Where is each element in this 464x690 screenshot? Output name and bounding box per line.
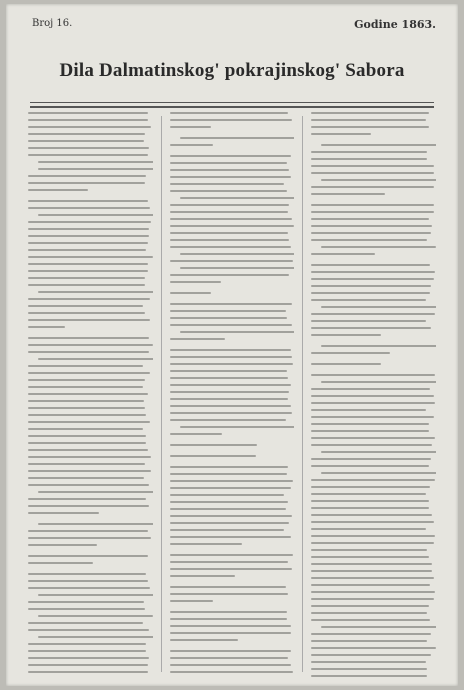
text-line — [28, 175, 146, 177]
text-line — [311, 612, 427, 614]
text-line — [311, 458, 431, 460]
text-line — [311, 374, 434, 376]
text-line — [321, 626, 436, 628]
text-line — [28, 470, 151, 472]
text-line — [170, 162, 287, 164]
text-line — [170, 292, 211, 294]
text-line — [311, 619, 429, 621]
text-line — [311, 172, 433, 174]
text-line — [170, 405, 291, 407]
text-line — [28, 512, 99, 514]
text-line — [311, 633, 431, 635]
text-line — [28, 555, 148, 557]
text-column-middle — [170, 112, 295, 678]
text-line — [170, 455, 256, 457]
text-line — [170, 632, 291, 634]
text-line — [170, 593, 288, 595]
page-title: Dila Dalmatinskog' pokrajinskog' Sabora — [59, 60, 405, 81]
text-line — [311, 112, 428, 114]
text-line — [170, 412, 292, 414]
text-line — [28, 400, 144, 402]
text-line — [170, 657, 288, 659]
text-line — [170, 515, 292, 517]
text-line — [28, 200, 148, 202]
text-line — [170, 618, 287, 620]
text-line — [311, 218, 428, 220]
text-line — [38, 491, 153, 493]
text-line — [170, 310, 286, 312]
text-line — [28, 544, 97, 546]
text-line — [170, 639, 239, 641]
text-line — [311, 577, 433, 579]
text-line — [170, 466, 288, 468]
text-line — [28, 650, 146, 652]
text-line — [311, 271, 434, 273]
text-line — [321, 179, 436, 181]
text-line — [311, 486, 429, 488]
text-line — [170, 274, 290, 276]
text-line — [170, 398, 288, 400]
text-line — [311, 584, 429, 586]
text-line — [28, 277, 145, 279]
text-line — [311, 409, 426, 411]
text-line — [170, 239, 290, 241]
text-line — [311, 542, 433, 544]
text-columns — [28, 112, 436, 678]
text-line — [28, 207, 150, 209]
text-line — [170, 522, 290, 524]
text-line — [170, 568, 292, 570]
text-line — [28, 154, 148, 156]
text-line — [28, 379, 145, 381]
text-line — [28, 643, 146, 645]
text-line — [170, 363, 293, 365]
text-line — [28, 326, 65, 328]
text-line — [170, 494, 285, 496]
text-line — [311, 299, 426, 301]
text-line — [180, 267, 295, 269]
text-line — [170, 317, 287, 319]
issue-number: Broj 16. — [32, 18, 73, 29]
text-line — [311, 416, 433, 418]
text-line — [170, 112, 288, 114]
text-line — [311, 285, 431, 287]
text-line — [28, 284, 145, 286]
text-line — [28, 112, 148, 114]
text-line — [170, 126, 211, 128]
text-line — [170, 260, 293, 262]
text-line — [38, 291, 153, 293]
text-line — [38, 214, 153, 216]
text-line — [28, 344, 153, 346]
text-line — [311, 605, 428, 607]
text-line — [311, 165, 433, 167]
text-line — [311, 363, 381, 365]
text-line — [170, 501, 288, 503]
column-divider — [302, 116, 303, 672]
text-line — [311, 528, 426, 530]
text-line — [311, 264, 429, 266]
text-line — [311, 352, 390, 354]
text-line — [28, 580, 148, 582]
text-line — [28, 249, 146, 251]
text-line — [311, 225, 432, 227]
column-divider — [161, 116, 162, 672]
text-line — [28, 147, 149, 149]
text-line — [170, 155, 291, 157]
text-line — [28, 189, 88, 191]
text-line — [28, 537, 151, 539]
text-line — [28, 421, 150, 423]
text-line — [170, 529, 285, 531]
text-line — [170, 144, 214, 146]
text-line — [28, 671, 148, 673]
text-line — [321, 246, 436, 248]
text-line — [28, 601, 144, 603]
text-line — [38, 358, 153, 360]
text-line — [311, 661, 426, 663]
text-line — [28, 407, 145, 409]
text-line — [311, 493, 426, 495]
text-line — [28, 319, 150, 321]
text-line — [28, 463, 145, 465]
text-line — [311, 204, 433, 206]
text-line — [28, 337, 149, 339]
text-line — [311, 507, 428, 509]
text-line — [28, 562, 93, 564]
text-line — [170, 543, 242, 545]
text-line — [170, 561, 288, 563]
text-line — [170, 671, 293, 673]
text-line — [170, 176, 291, 178]
text-line — [311, 675, 427, 677]
text-line — [170, 303, 292, 305]
text-line — [170, 324, 292, 326]
publication-year: Godine 1863. — [354, 18, 436, 31]
text-line — [38, 594, 153, 596]
text-line — [28, 629, 149, 631]
text-line — [311, 444, 432, 446]
text-line — [28, 573, 146, 575]
text-line — [311, 320, 426, 322]
text-line — [311, 514, 432, 516]
text-line — [311, 402, 434, 404]
text-line — [28, 498, 146, 500]
text-line — [28, 182, 145, 184]
text-line — [311, 479, 434, 481]
title-rule-thin — [30, 102, 434, 103]
text-line — [28, 298, 150, 300]
text-line — [38, 161, 153, 163]
text-line — [311, 465, 428, 467]
text-line — [321, 451, 436, 453]
text-line — [311, 211, 433, 213]
text-line — [170, 536, 291, 538]
text-line — [311, 535, 434, 537]
text-line — [311, 563, 432, 565]
text-line — [311, 119, 426, 121]
text-line — [311, 133, 371, 135]
text-line — [170, 232, 288, 234]
text-line — [311, 423, 428, 425]
text-line — [28, 664, 148, 666]
text-line — [28, 305, 143, 307]
text-line — [311, 640, 427, 642]
text-line — [311, 395, 433, 397]
text-line — [170, 473, 287, 475]
text-line — [38, 636, 153, 638]
text-line — [28, 221, 151, 223]
text-line — [28, 442, 146, 444]
text-line — [311, 647, 436, 649]
text-line — [311, 437, 434, 439]
text-line — [180, 253, 295, 255]
text-line — [170, 246, 291, 248]
text-line — [38, 168, 153, 170]
text-line — [311, 232, 431, 234]
text-line — [28, 449, 148, 451]
text-line — [170, 600, 214, 602]
text-line — [170, 281, 221, 283]
text-line — [170, 444, 257, 446]
text-line — [311, 278, 433, 280]
text-line — [170, 419, 286, 421]
text-line — [311, 126, 428, 128]
text-line — [311, 158, 427, 160]
text-line — [28, 505, 149, 507]
text-line — [28, 657, 149, 659]
text-line — [170, 338, 225, 340]
text-line — [321, 345, 436, 347]
text-line — [170, 664, 291, 666]
text-column-right — [311, 112, 436, 678]
text-line — [321, 472, 436, 474]
text-line — [28, 228, 149, 230]
text-line — [311, 598, 433, 600]
text-line — [311, 388, 429, 390]
text-line — [311, 327, 431, 329]
text-line — [311, 151, 427, 153]
text-line — [38, 615, 153, 617]
text-line — [28, 263, 148, 265]
text-line — [28, 119, 148, 121]
text-line — [170, 554, 293, 556]
text-line — [28, 435, 146, 437]
text-line — [170, 349, 291, 351]
text-line — [170, 119, 292, 121]
text-line — [311, 570, 432, 572]
text-line — [28, 456, 151, 458]
text-line — [170, 391, 290, 393]
text-line — [28, 484, 149, 486]
text-line — [311, 239, 427, 241]
text-line — [170, 384, 291, 386]
text-line — [28, 126, 151, 128]
text-line — [28, 133, 145, 135]
text-column-left — [28, 112, 153, 678]
text-line — [170, 487, 291, 489]
text-line — [28, 386, 143, 388]
text-line — [170, 211, 288, 213]
title-rule-thick — [30, 106, 434, 108]
text-line — [28, 242, 148, 244]
text-line — [28, 477, 144, 479]
text-line — [170, 650, 291, 652]
text-line — [311, 193, 385, 195]
text-line — [170, 433, 222, 435]
text-line — [170, 508, 286, 510]
text-line — [311, 253, 375, 255]
newspaper-page — [6, 4, 458, 686]
text-line — [321, 381, 436, 383]
text-line — [28, 622, 143, 624]
text-line — [28, 351, 149, 353]
text-line — [28, 608, 145, 610]
text-line — [28, 365, 143, 367]
text-line — [311, 668, 427, 670]
text-line — [311, 591, 434, 593]
text-line — [311, 549, 427, 551]
text-line — [28, 372, 150, 374]
text-line — [180, 331, 295, 333]
text-line — [170, 575, 235, 577]
text-line — [180, 197, 295, 199]
text-line — [311, 334, 381, 336]
text-line — [170, 204, 290, 206]
text-line — [180, 426, 295, 428]
text-line — [311, 500, 428, 502]
text-line — [170, 611, 287, 613]
text-line — [28, 270, 148, 272]
text-line — [311, 430, 428, 432]
text-line — [28, 530, 148, 532]
text-line — [170, 370, 287, 372]
text-line — [170, 183, 285, 185]
text-line — [28, 393, 148, 395]
text-line — [170, 480, 293, 482]
text-line — [170, 218, 292, 220]
text-line — [28, 256, 153, 258]
text-line — [28, 414, 146, 416]
text-line — [170, 190, 287, 192]
text-line — [170, 377, 288, 379]
text-line — [311, 654, 431, 656]
text-line — [311, 186, 433, 188]
text-line — [311, 313, 434, 315]
text-line — [170, 169, 290, 171]
text-line — [170, 225, 295, 227]
text-line — [38, 523, 153, 525]
text-line — [28, 235, 149, 237]
text-line — [311, 292, 429, 294]
text-line — [170, 586, 286, 588]
text-line — [311, 556, 428, 558]
text-line — [28, 587, 150, 589]
text-line — [170, 356, 292, 358]
text-line — [28, 140, 144, 142]
text-line — [321, 306, 436, 308]
text-line — [170, 625, 291, 627]
text-line — [180, 137, 295, 139]
text-line — [28, 428, 143, 430]
text-line — [311, 521, 433, 523]
text-line — [28, 312, 145, 314]
text-line — [321, 144, 436, 146]
